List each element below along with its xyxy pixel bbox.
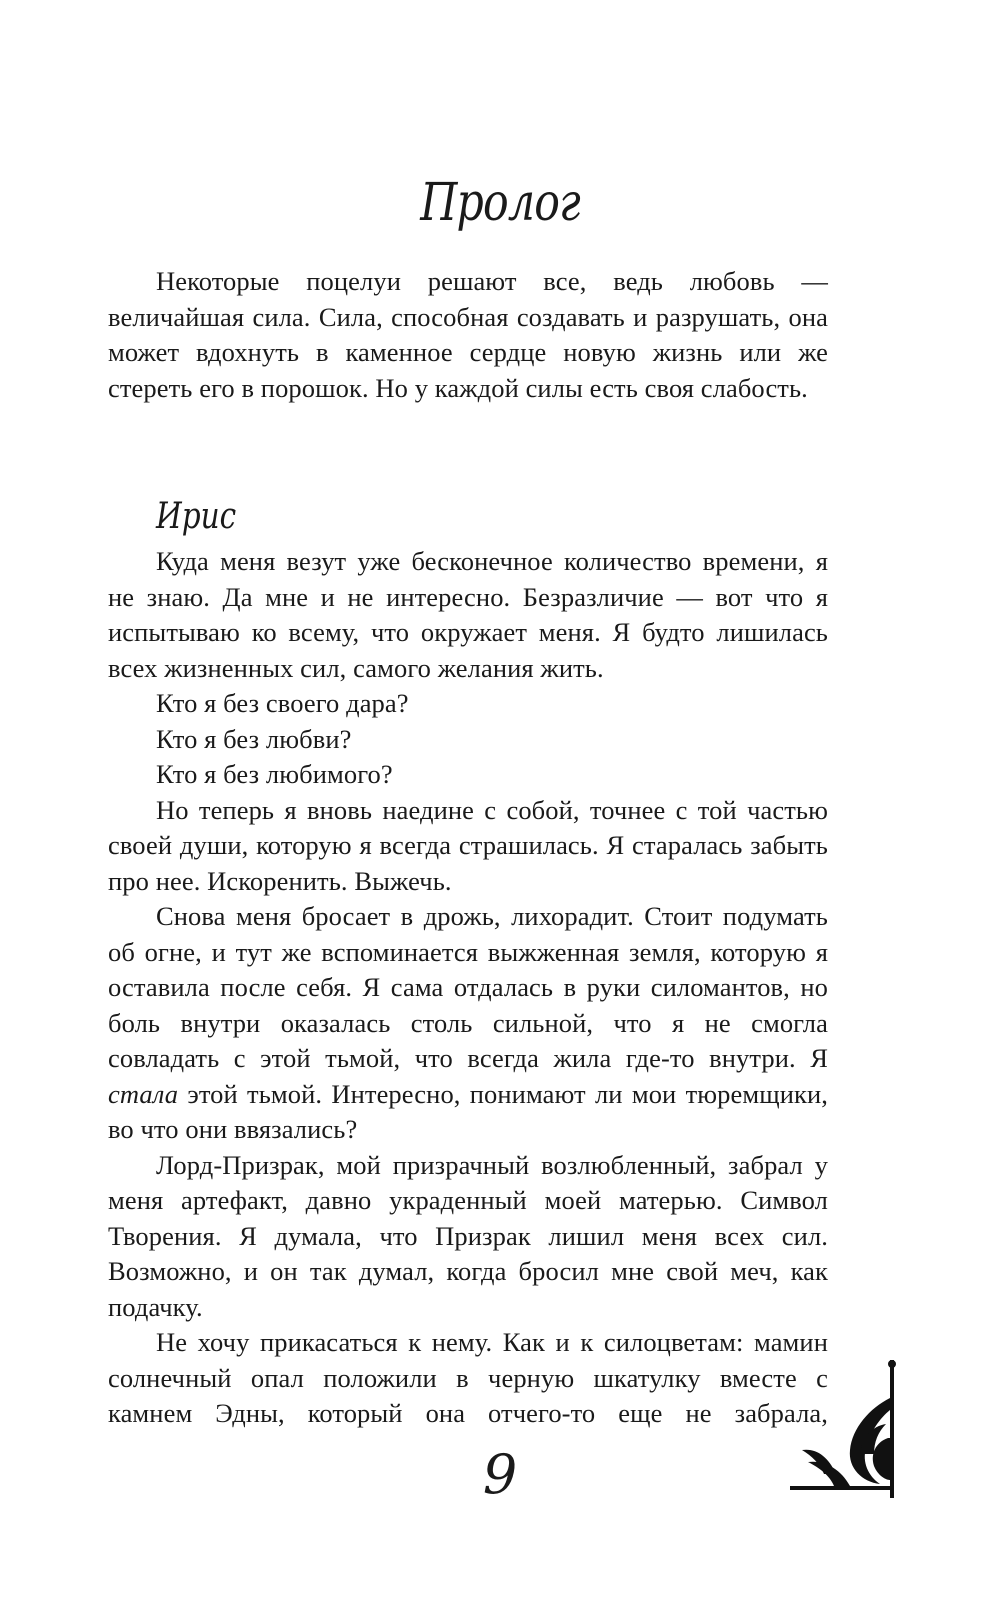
chapter-title: Пролог [420,173,580,233]
paragraph-2: Кто я без своего дара? [156,688,409,718]
page-number: 9 [482,1443,518,1506]
paragraph-8: Не хочу прикасаться к нему. Как и к силоцветам: мамин солнечный опал положили в черную шкатулку вместе с камнем Эдны, который она отчего-то еще не забрала, [108,1327,828,1428]
paragraph-1: Куда меня везут уже бесконечное количество времени, я не знаю. Да мне и не интересно. Безразличие — вот что я испытываю ко всему, что окружает меня. Я будто лишилась всех жизненных сил, самого желания жить. [108,546,828,683]
section-heading: Ирис [156,496,237,537]
paragraph-4: Кто я без любимого? [156,759,393,789]
paragraph-6-text-a: Снова меня бросает в дрожь, лихорадит. Стоит подумать об огне, и тут же вспоминается выжженная земля, которую я оставила после себя. Я сама отдалась в руки силомантов, но боль внутри оказалась столь сильной, что я не смогла совладать с этой тьмой, что всегда жила где-то внутри. Я [108,901,828,1073]
paragraph-6-text-b: этой тьмой. Интересно, понимают ли мои тюремщики, во что они ввязались? [108,1078,828,1144]
paragraph-6 [108,899,828,1148]
intro-paragraph: Некоторые поцелуи решают все, ведь любовь — величайшая сила. Сила, способная создавать и разрушать, она может вдохнуть в каменное сердце новую жизнь или же стереть его в порошок. Но у каждой силы есть своя слабость. [108,266,828,403]
paragraph-3: Кто я без любви? [156,723,352,754]
body-text [108,544,828,1432]
paragraph-5: Но теперь я вновь наедине с собой, точнее с той частью своей души, которую я всегда страшилась. Я старалась забыть про нее. Искоренить. Выжечь. [108,794,828,896]
paragraph-7: Лорд-Призрак, мой призрачный возлюбленный, забрал у меня артефакт, давно украденный моей матерью. Символ Творения. Я думала, что Призрак лишил меня всех сил. Возможно, и он так думал, когда бросил мне свой меч, как подачку. [108,1149,828,1322]
corner-flourish-icon [790,1358,910,1508]
paragraph-6-emphasis: стала [108,1078,179,1109]
intro-block [108,264,828,406]
